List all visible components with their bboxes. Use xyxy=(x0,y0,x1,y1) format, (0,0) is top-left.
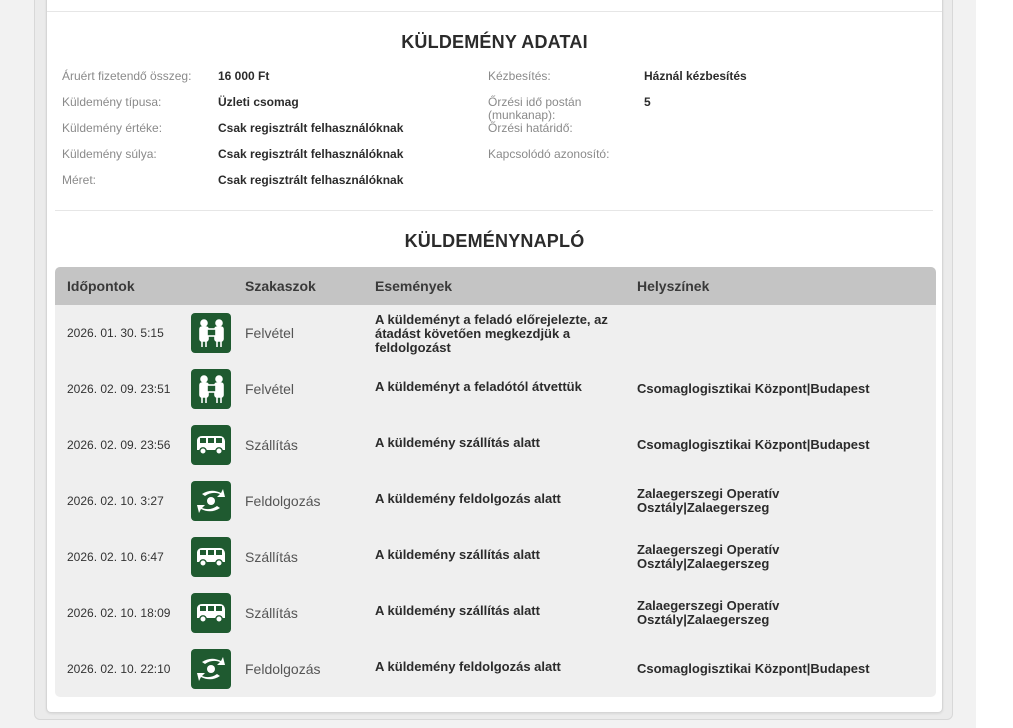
pickup-icon xyxy=(191,369,231,409)
row-phase: Szállítás xyxy=(245,437,298,453)
holding-time-label: Őrzési idő postán (munkanap): xyxy=(488,95,582,122)
shipment-panel xyxy=(46,0,943,713)
size-label: Méret: xyxy=(62,173,97,187)
table-row xyxy=(55,585,936,641)
column-header-time: Időpontok xyxy=(67,278,135,294)
row-time: 2026. 02. 10. 18:09 xyxy=(67,606,171,620)
row-phase: Szállítás xyxy=(245,605,298,621)
shipment-value-value: Csak regisztrált felhasználóknak xyxy=(218,121,404,135)
row-event: A küldeményt a feladótól átvettük xyxy=(375,379,582,394)
row-time: 2026. 02. 09. 23:56 xyxy=(67,438,171,452)
row-location: Zalaegerszegi Operatív Osztály|Zalaegerszeg xyxy=(637,542,780,571)
divider xyxy=(55,210,933,211)
van-icon xyxy=(191,425,231,465)
row-time: 2026. 02. 10. 22:10 xyxy=(67,662,171,676)
row-location: Zalaegerszegi Operatív Osztály|Zalaegerszeg xyxy=(637,486,780,515)
processing-icon xyxy=(191,481,231,521)
row-location: Zalaegerszegi Operatív Osztály|Zalaegerszeg xyxy=(637,598,780,627)
table-row xyxy=(55,361,936,417)
row-time: 2026. 02. 10. 6:47 xyxy=(67,550,164,564)
row-event: A küldeményt a feladó előrejelezte, az átadást követően megkezdjük a feldolgozást xyxy=(375,312,608,355)
row-location: Csomaglogisztikai Központ|Budapest xyxy=(637,381,870,396)
shipment-type-label: Küldemény típusa: xyxy=(62,95,162,109)
row-event: A küldemény szállítás alatt xyxy=(375,435,540,450)
table-row xyxy=(55,417,936,473)
page-right-margin xyxy=(976,0,1013,728)
shipment-weight-value: Csak regisztrált felhasználóknak xyxy=(218,147,404,161)
row-location: Csomaglogisztikai Központ|Budapest xyxy=(637,661,870,676)
table-row xyxy=(55,529,936,585)
table-row xyxy=(55,305,936,361)
row-phase: Felvétel xyxy=(245,381,295,397)
shipment-type-value: Üzleti csomag xyxy=(218,95,299,109)
delivery-label: Kézbesítés: xyxy=(488,69,551,83)
table-row xyxy=(55,641,936,697)
pickup-icon xyxy=(191,313,231,353)
row-location: Csomaglogisztikai Központ|Budapest xyxy=(637,437,870,452)
row-time: 2026. 02. 09. 23:51 xyxy=(67,382,171,396)
van-icon xyxy=(191,537,231,577)
divider xyxy=(47,11,942,12)
column-header-location: Helyszínek xyxy=(637,278,710,294)
row-phase: Feldolgozás xyxy=(245,661,321,677)
row-phase: Feldolgozás xyxy=(245,493,321,509)
row-time: 2026. 02. 10. 3:27 xyxy=(67,494,164,508)
row-phase: Felvétel xyxy=(245,325,295,341)
column-header-event: Események xyxy=(375,278,453,294)
shipment-details-title: KÜLDEMÉNY ADATAI xyxy=(401,32,588,52)
row-event: A küldemény szállítás alatt xyxy=(375,547,540,562)
cod-amount-value: 16 000 Ft xyxy=(218,69,270,83)
holding-deadline-label: Őrzési határidő: xyxy=(488,121,573,135)
page-left-margin xyxy=(0,0,10,728)
column-header-phase: Szakaszok xyxy=(245,278,316,294)
van-icon xyxy=(191,593,231,633)
shipment-weight-label: Küldemény súlya: xyxy=(62,147,157,161)
row-event: A küldemény feldolgozás alatt xyxy=(375,491,561,506)
table-row xyxy=(55,473,936,529)
shipment-log-title: KÜLDEMÉNYNAPLÓ xyxy=(404,231,585,251)
processing-icon xyxy=(191,649,231,689)
related-id-label: Kapcsolódó azonosító: xyxy=(488,147,610,161)
row-time: 2026. 01. 30. 5:15 xyxy=(67,326,164,340)
size-value: Csak regisztrált felhasználóknak xyxy=(218,173,404,187)
shipment-value-label: Küldemény értéke: xyxy=(62,121,163,135)
row-phase: Szállítás xyxy=(245,549,298,565)
shipment-log-table xyxy=(55,267,936,697)
row-event: A küldemény feldolgozás alatt xyxy=(375,659,561,674)
row-event: A küldemény szállítás alatt xyxy=(375,603,540,618)
holding-time-value: 5 xyxy=(644,95,651,109)
cod-amount-label: Áruért fizetendő összeg: xyxy=(62,69,192,83)
delivery-value: Háznál kézbesítés xyxy=(644,69,747,83)
table-header xyxy=(55,267,936,305)
